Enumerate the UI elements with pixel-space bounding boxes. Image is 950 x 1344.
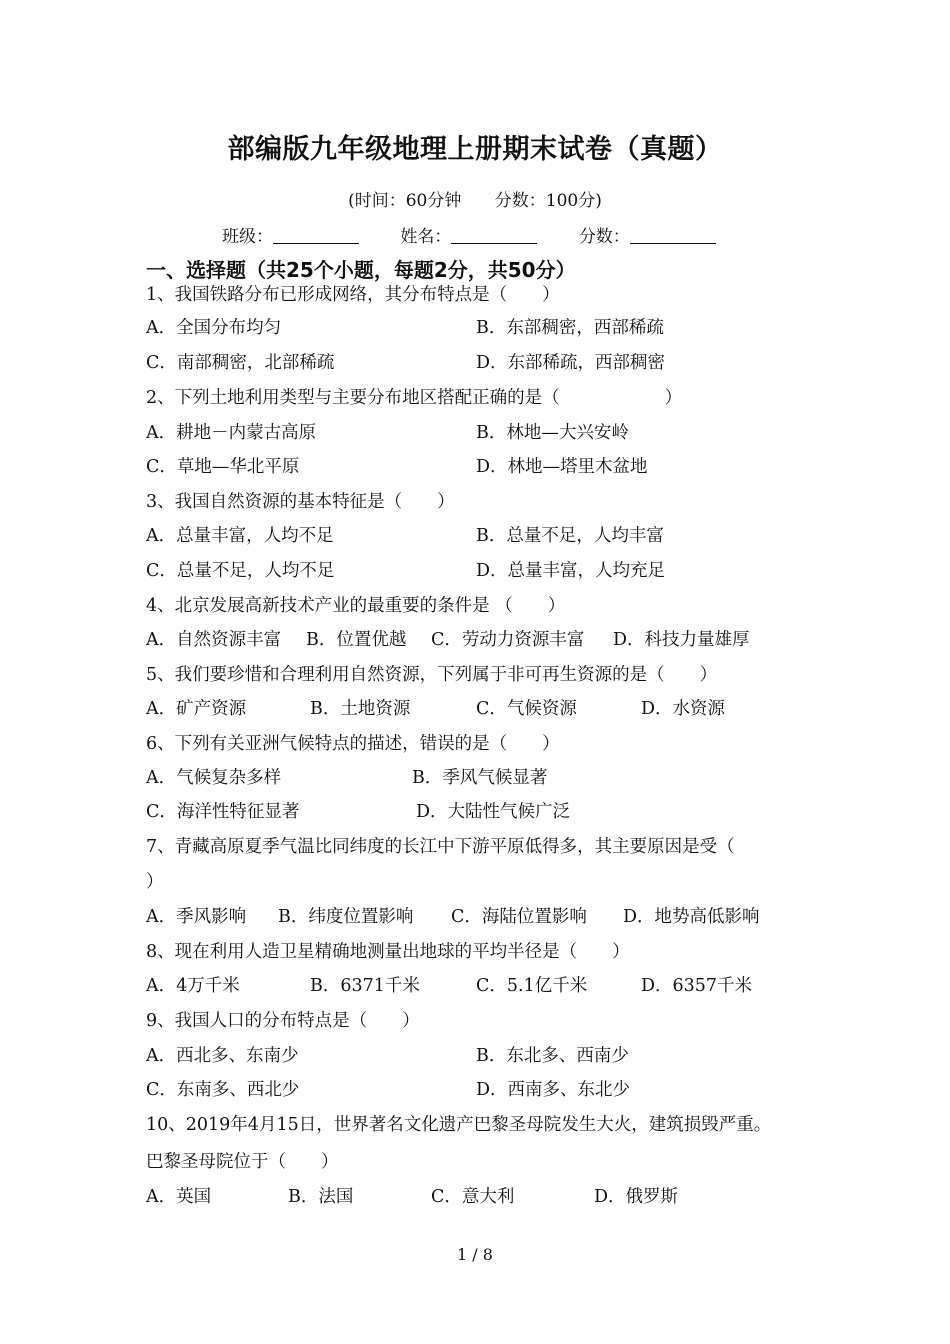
exam-score: 分数：100分): [494, 191, 602, 211]
section-title: 一、选择题（共25个小题，每题2分，共50分）: [146, 258, 576, 282]
option-b: B．林地—大兴安岭: [476, 423, 629, 443]
option-b: B．东北多、西南少: [476, 1046, 629, 1066]
question-stem: 10、2019年4月15日，世界著名文化遗产巴黎圣母院发生大火，建筑损毁严重。: [146, 1115, 772, 1135]
option-d: D．西南多、东北少: [476, 1080, 631, 1100]
question-stem-cont: 巴黎圣母院位于（ ）: [146, 1152, 339, 1172]
option-d: D．科技力量雄厚: [613, 630, 750, 650]
option-d: D．东部稀疏，西部稠密: [476, 353, 666, 373]
question-stem: 1、我国铁路分布已形成网络，其分布特点是（ ）: [146, 285, 560, 305]
question-stem: 6、下列有关亚洲气候特点的描述，错误的是（ ）: [146, 734, 560, 754]
exam-time: (时间：60分钟: [348, 191, 462, 211]
option-c: C．海陆位置影响: [451, 907, 587, 927]
option-c: C．南部稠密，北部稀疏: [146, 353, 335, 373]
option-b: B．总量不足，人均丰富: [476, 526, 664, 546]
page-title: 部编版九年级地理上册期末试卷（真题）: [227, 134, 723, 165]
option-b: B．6371千米: [310, 976, 420, 996]
class-blank[interactable]: [273, 225, 359, 244]
exam-meta: [0, 186, 950, 211]
option-a: A．全国分布均匀: [146, 318, 282, 338]
option-c: C．海洋性特征显著: [146, 802, 300, 822]
option-c: C．劳动力资源丰富: [431, 630, 585, 650]
option-c: C．意大利: [431, 1187, 515, 1207]
option-a: A．矿产资源: [146, 699, 247, 719]
option-a: A．季风影响: [146, 907, 247, 927]
page-number: 1 / 8: [457, 1245, 493, 1264]
question-stem: 7、青藏高原夏季气温比同纬度的长江中下游平原低得多，其主要原因是受（: [146, 837, 735, 857]
option-a: A．西北多、东南少: [146, 1046, 299, 1066]
option-b: B．季风气候显著: [412, 768, 548, 788]
option-a: A．自然资源丰富: [146, 630, 282, 650]
option-a: A．英国: [146, 1187, 212, 1207]
class-field: 班级：: [222, 222, 359, 247]
question-stem: 5、我们要珍惜和合理利用自然资源，下列属于非可再生资源的是（ ）: [146, 665, 718, 685]
option-d: D．大陆性气候广泛: [416, 802, 571, 822]
option-d: D．6357千米: [641, 976, 753, 996]
option-a: A．4万千米: [146, 976, 240, 996]
question-stem-cont: ）: [146, 872, 164, 892]
option-d: D．俄罗斯: [594, 1187, 679, 1207]
option-a: A．气候复杂多样: [146, 768, 282, 788]
question-stem: 4、北京发展高新技术产业的最重要的条件是 （ ）: [146, 596, 566, 616]
question-stem: 3、我国自然资源的基本特征是（ ）: [146, 492, 455, 512]
option-b: B．法国: [288, 1187, 354, 1207]
option-c: C．气候资源: [476, 699, 577, 719]
option-a: A．耕地－内蒙古高原: [146, 423, 317, 443]
score-blank[interactable]: [630, 225, 716, 244]
option-c: C．总量不足，人均不足: [146, 561, 335, 581]
question-stem: 9、我国人口的分布特点是（ ）: [146, 1011, 420, 1031]
option-b: B．土地资源: [310, 699, 411, 719]
option-c: C．草地—华北平原: [146, 457, 300, 477]
score-field: 分数：: [579, 222, 716, 247]
student-info: [222, 222, 752, 247]
question-stem: 2、下列土地利用类型与主要分布地区搭配正确的是（ ）: [146, 388, 683, 408]
option-d: D．地势高低影响: [623, 907, 760, 927]
option-c: C．东南多、西北少: [146, 1080, 300, 1100]
option-a: A．总量丰富，人均不足: [146, 526, 334, 546]
option-d: D．林地—塔里木盆地: [476, 457, 648, 477]
option-c: C．5.1亿千米: [476, 976, 588, 996]
option-d: D．总量丰富，人均充足: [476, 561, 666, 581]
name-field: 姓名：: [400, 222, 537, 247]
option-b: B．纬度位置影响: [278, 907, 414, 927]
question-stem: 8、现在利用人造卫星精确地测量出地球的平均半径是（ ）: [146, 942, 630, 962]
option-d: D．水资源: [641, 699, 726, 719]
option-b: B．位置优越: [306, 630, 407, 650]
name-blank[interactable]: [451, 225, 537, 244]
option-b: B．东部稠密，西部稀疏: [476, 318, 664, 338]
